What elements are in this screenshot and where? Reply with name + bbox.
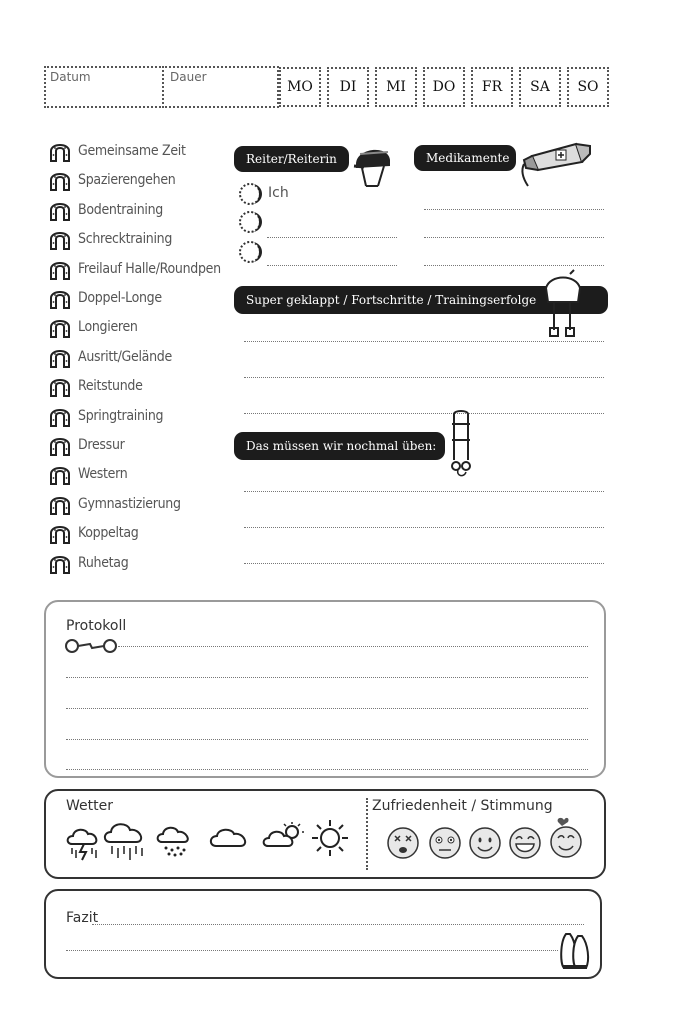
partly-cloudy-icon[interactable] <box>262 820 306 850</box>
practice-label: Das müssen wir nochmal üben: <box>246 439 437 453</box>
activity-label: Springtraining <box>78 407 164 424</box>
activity-label: Doppel-Longe <box>78 290 162 306</box>
success-line-3[interactable] <box>244 413 604 414</box>
rider-checkbox-1[interactable] <box>238 182 264 210</box>
horseshoe-icon <box>46 551 74 575</box>
activity-item[interactable] <box>46 197 163 223</box>
rider-option-me: Ich <box>268 185 289 201</box>
horseshoe-icon <box>46 374 74 398</box>
protocol-line-4[interactable] <box>66 739 588 740</box>
activity-item[interactable] <box>46 373 143 399</box>
success-line-2[interactable] <box>244 377 604 378</box>
medication-line-2[interactable] <box>424 237 604 238</box>
neutral-face-icon[interactable] <box>428 826 462 860</box>
love-face-icon[interactable] <box>546 816 586 860</box>
conclusion-line-1[interactable] <box>92 924 584 925</box>
horseshoe-icon <box>46 521 74 545</box>
riding-helmet-icon <box>352 140 394 192</box>
rider-checkbox-3[interactable] <box>238 240 264 268</box>
horseshoe-icon <box>46 404 74 428</box>
activity-item[interactable] <box>46 285 162 311</box>
protocol-box <box>44 600 606 778</box>
protocol-title: Protokoll <box>66 618 127 634</box>
activity-label: Gemeinsame Zeit <box>78 143 186 159</box>
saddle-icon <box>540 268 586 340</box>
crescent-icon <box>238 182 264 206</box>
day-so[interactable]: SO <box>567 67 609 107</box>
practice-line-2[interactable] <box>244 527 604 528</box>
bridle-icon <box>446 410 478 480</box>
horseshoe-icon <box>46 315 74 339</box>
day-di[interactable]: DI <box>327 67 369 107</box>
activity-label: Gymnastizierung <box>78 495 181 512</box>
medication-line-1[interactable] <box>424 209 604 210</box>
protocol-line-2[interactable] <box>66 677 588 678</box>
crescent-icon <box>238 210 264 234</box>
hail-icon[interactable] <box>156 824 196 860</box>
horseshoe-icon <box>46 227 74 251</box>
weather-title: Wetter <box>66 798 113 814</box>
activity-label: Freilauf Halle/Roundpen <box>78 260 221 277</box>
crescent-icon <box>238 240 264 264</box>
horseshoe-icon <box>46 345 74 369</box>
cloud-icon[interactable] <box>208 826 252 850</box>
horseshoe-icon <box>46 286 74 310</box>
activity-item[interactable] <box>46 167 175 193</box>
activity-item[interactable] <box>46 550 128 576</box>
horseshoe-icon <box>46 462 74 486</box>
activity-label: Bodentraining <box>78 201 163 218</box>
mood-title: Zufriedenheit / Stimmung <box>372 798 553 814</box>
weather-mood-divider <box>366 798 368 870</box>
medication-line-3[interactable] <box>424 265 604 266</box>
protocol-line-3[interactable] <box>66 708 588 709</box>
rider-heading <box>234 146 349 172</box>
duration-field[interactable] <box>162 66 279 108</box>
date-label: Datum <box>50 70 91 84</box>
activity-label: Ausritt/Gelände <box>78 348 172 365</box>
conclusion-title: Fazit <box>66 910 99 926</box>
horseshoe-icon <box>46 198 74 222</box>
practice-heading <box>234 432 445 460</box>
rider-checkbox-2[interactable] <box>238 210 264 238</box>
slight-smile-face-icon[interactable] <box>468 826 502 860</box>
sun-icon[interactable] <box>310 818 350 858</box>
horseshoe-icon <box>46 492 74 516</box>
activity-item[interactable] <box>46 314 138 340</box>
conclusion-box <box>44 889 602 979</box>
activity-label: Dressur <box>78 437 125 453</box>
snaffle-bit-icon <box>64 637 118 655</box>
activity-label: Koppeltag <box>78 525 139 542</box>
day-do[interactable]: DO <box>423 67 465 107</box>
activity-label: Schrecktraining <box>78 231 173 248</box>
rider-line-3[interactable] <box>267 265 397 266</box>
day-mi[interactable]: MI <box>375 67 417 107</box>
stirrups-icon <box>560 930 592 972</box>
activity-label: Longieren <box>78 319 138 336</box>
activity-item[interactable] <box>46 138 186 164</box>
activity-label: Western <box>78 466 128 483</box>
horseshoe-icon <box>46 433 74 457</box>
horseshoe-icon <box>46 168 74 192</box>
activity-item[interactable] <box>46 520 138 546</box>
laughing-face-icon[interactable] <box>508 826 542 860</box>
success-line-1[interactable] <box>244 341 604 342</box>
activity-item[interactable] <box>46 491 181 517</box>
medication-heading <box>414 145 516 171</box>
date-field[interactable] <box>44 66 164 108</box>
thunderstorm-icon[interactable] <box>64 824 104 864</box>
day-mo[interactable]: MO <box>279 67 321 107</box>
activity-label: Ruhetag <box>78 554 129 571</box>
success-label: Super geklappt / Fortschritte / Trainingserfolge <box>246 293 537 307</box>
activity-item[interactable] <box>46 461 127 487</box>
conclusion-line-2[interactable] <box>66 950 558 951</box>
activity-item[interactable] <box>46 403 163 429</box>
protocol-line-5[interactable] <box>66 769 588 770</box>
medication-label: Medikamente <box>426 151 510 165</box>
day-sa[interactable]: SA <box>519 67 561 107</box>
protocol-line-1[interactable] <box>118 646 588 647</box>
horseshoe-icon <box>46 257 74 281</box>
activity-item[interactable] <box>46 256 221 282</box>
activity-item[interactable] <box>46 432 125 458</box>
day-fr[interactable]: FR <box>471 67 513 107</box>
activity-label: Reitstunde <box>78 378 143 395</box>
heavy-rain-icon[interactable] <box>102 820 150 864</box>
ointment-tube-icon <box>518 140 594 190</box>
duration-label: Dauer <box>170 70 207 84</box>
practice-line-1[interactable] <box>244 491 604 492</box>
rider-line-2[interactable] <box>267 237 397 238</box>
activity-item[interactable] <box>46 226 172 252</box>
horseshoe-icon <box>46 139 74 163</box>
rider-label: Reiter/Reiterin <box>246 152 337 166</box>
practice-line-3[interactable] <box>244 563 604 564</box>
activity-item[interactable] <box>46 344 172 370</box>
dizzy-face-icon[interactable] <box>386 826 420 860</box>
activity-label: Spazierengehen <box>78 172 176 189</box>
